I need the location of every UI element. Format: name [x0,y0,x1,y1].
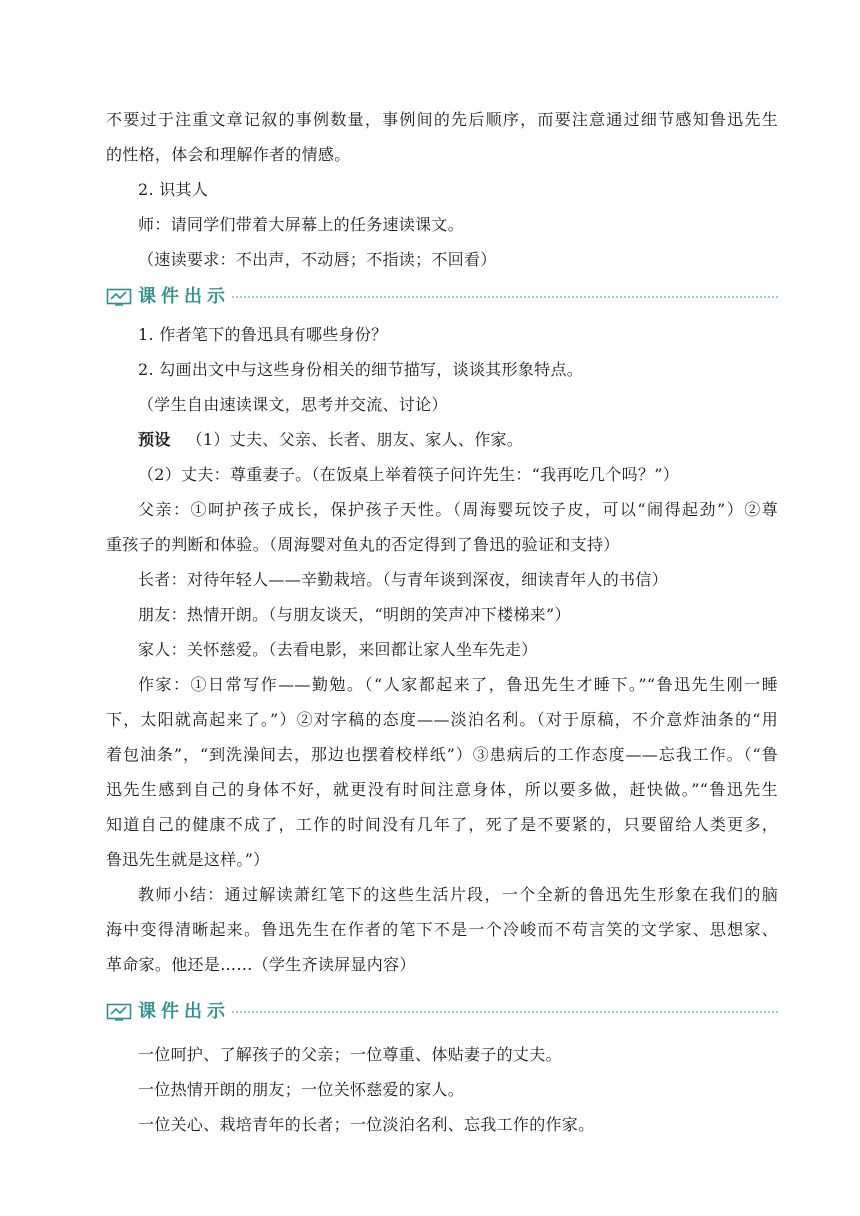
display-line-3: 一位关心、栽培青年的长者；一位淡泊名利、忘我工作的作家。 [138,1115,595,1134]
courseware-banner-2 [106,1000,778,1024]
courseware-icon [106,288,132,306]
preset-writer-4: 迅先生感到自己的身体不好，就更没有时间注意身体，所以要多做，赶快做。”“鲁迅先生 [106,780,778,799]
courseware-title: 课件出示 [138,1001,230,1022]
preset-father-2: 重孩子的判断和体验。（周海婴对鱼丸的否定得到了鲁迅的验证和支持） [106,535,620,554]
intro-line-1: 不要过于注重文章记叙的事例数量，事例间的先后顺序，而要注意通过细节感知鲁迅先生 [106,110,778,129]
display-line-1: 一位呵护、了解孩子的父亲；一位尊重、体贴妻子的丈夫。 [138,1045,562,1064]
preset-writer-2: 下，太阳就高起来了。”）②对字稿的态度——淡泊名利。（对于原稿，不介意炸油条的“用 [106,710,778,729]
preset-line-1 [138,430,778,450]
intro-line-2: 的性格，体会和理解作者的情感。 [106,145,351,164]
dotted-divider [232,1011,778,1013]
preset-label: 预设 [138,430,171,449]
reading-requirement: （速读要求：不出声，不动唇；不指读；不回看） [138,250,497,269]
preset-father-1: 父亲：①呵护孩子成长，保护孩子天性。（周海婴玩饺子皮，可以“闹得起劲”）②尊 [138,500,778,519]
preset-husband: （2）丈夫：尊重妻子。（在饭桌上举着筷子问许先生：“我再吃几个吗？”） [138,465,680,484]
task-activity: （学生自由速读课文，思考并交流、讨论） [138,395,448,414]
section-heading: 2. 识其人 [138,180,209,199]
display-line-2: 一位热情开朗的朋友；一位关怀慈爱的家人。 [138,1080,465,1099]
courseware-title: 课件出示 [138,286,230,307]
preset-writer-5: 知道自己的健康不成了，工作的时间没有几年了，死了是不要紧的，只要留给人类更多， [106,815,778,834]
preset-writer-3: 着包油条”，“到洗澡间去，那边也摆着校样纸”）③患病后的工作态度——忘我工作。（“鲁 [106,745,778,764]
teacher-instruction: 师：请同学们带着大屏幕上的任务速读课文。 [138,215,465,234]
task-question-2: 2. 勾画出文中与这些身份相关的细节描写，谈谈其形象特点。 [138,360,584,379]
summary-line-2: 海中变得清晰起来。鲁迅先生在作者的笔下不是一个冷峻而不苟言笑的文学家、思想家、 [106,920,778,939]
preset-friend: 朋友：热情开朗。（与朋友谈天，“明朗的笑声冲下楼梯来”） [138,605,571,624]
preset-family: 家人：关怀慈爱。（去看电影，来回都让家人坐车先走） [138,640,538,659]
preset-roles: （1）丈夫、父亲、长者、朋友、家人、作家。 [186,430,524,449]
summary-line-1: 教师小结：通过解读萧红笔下的这些生活片段，一个全新的鲁迅先生形象在我们的脑 [138,885,778,904]
preset-writer-1: 作家：①日常写作——勤勉。（“人家都起来了，鲁迅先生才睡下。”“鲁迅先生刚一睡 [138,675,778,694]
courseware-icon [106,1003,132,1021]
preset-writer-6: 鲁迅先生就是这样。”） [106,850,270,869]
preset-elder: 长者：对待年轻人——辛勤栽培。（与青年谈到深夜，细读青年人的书信） [138,570,668,589]
dotted-divider [232,296,778,298]
summary-line-3: 革命家。他还是……（学生齐读屏显内容） [106,955,416,974]
task-question-1: 1. 作者笔下的鲁迅具有哪些身份？ [138,325,388,344]
courseware-banner [106,285,778,309]
